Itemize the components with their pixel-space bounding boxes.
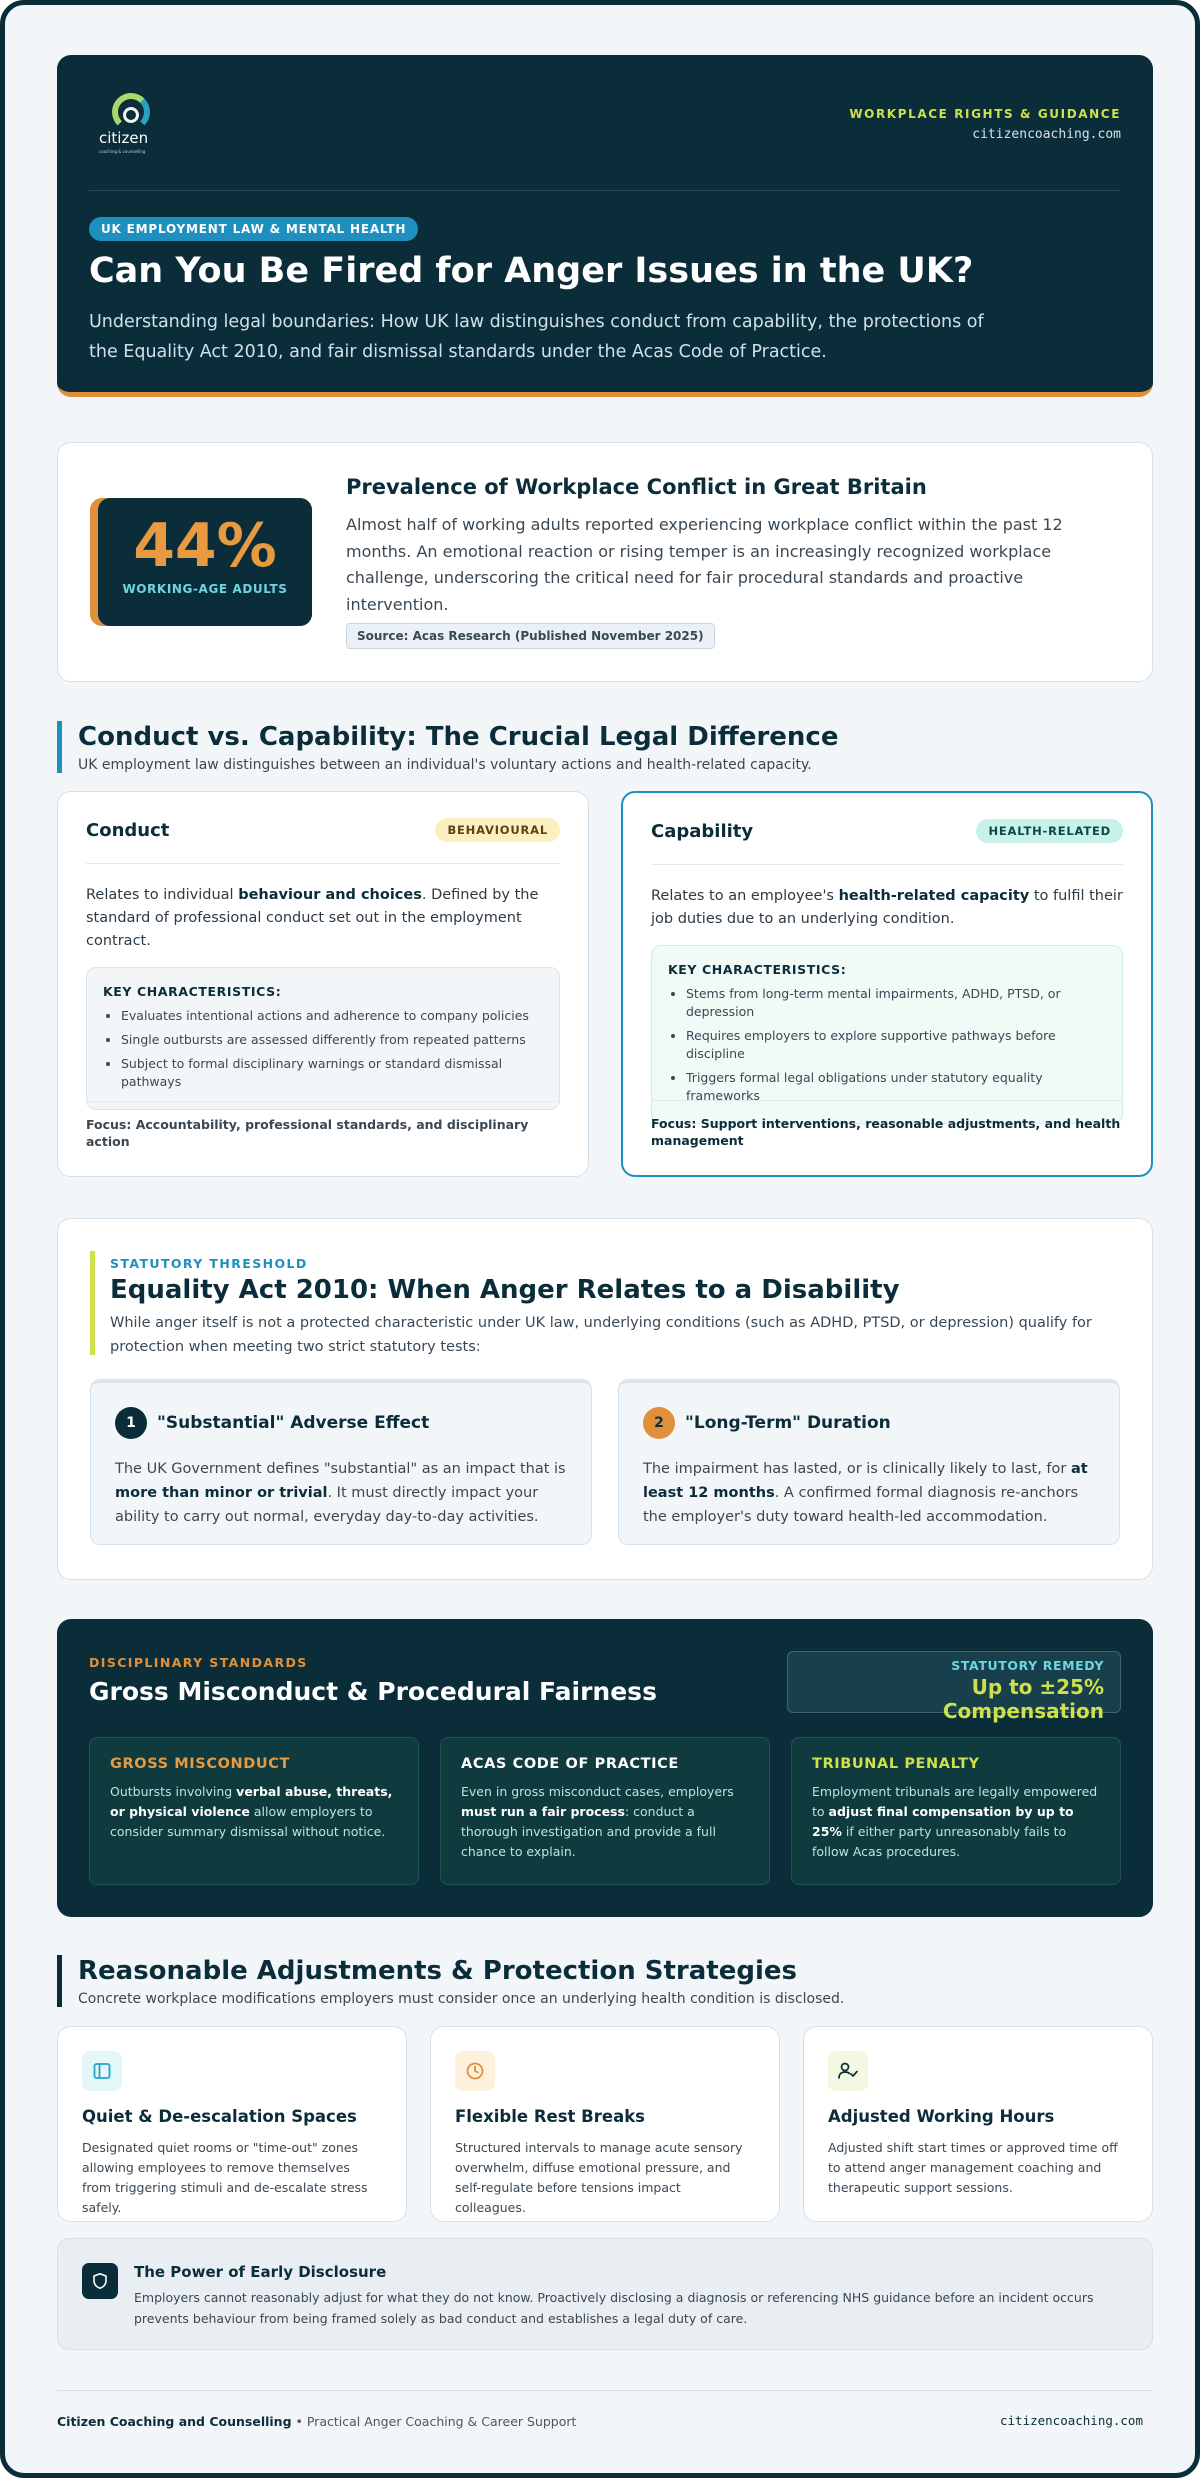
health-related-tag: HEALTH-RELATED (976, 819, 1123, 843)
brand-logo[interactable] (97, 93, 167, 159)
logo-figure-icon (123, 107, 139, 123)
card-description: Relates to an employee's health-related capacity to fulfil their job duties due to an underlying condition. (651, 888, 1123, 927)
test-text: The impairment has lasted, or is clinically likely to last, for at least 12 months. A confirmed formal diagnosis re-anchors the employer's duty toward health-led accommodation. (643, 1461, 1088, 1525)
early-disclosure-callout (57, 2238, 1153, 2350)
stat-box (98, 498, 312, 626)
source-badge: Source: Acas Research (Published November 2025) (346, 623, 715, 649)
adjustment-title: Flexible Rest Breaks (455, 2107, 645, 2126)
stat-text: Almost half of working adults reported experiencing workplace conflict within the past 12 months. An emotional reaction or rising temper is an increasingly recognized workplace challenge, underscoring the critical need for fair procedural standards and proactive intervention. (346, 515, 1063, 614)
misconduct-panel (57, 1619, 1153, 1917)
stat-card (57, 442, 1153, 682)
test-card-long-term (618, 1379, 1120, 1545)
tribunal-penalty-card (791, 1737, 1121, 1885)
section-title: Conduct vs. Capability: The Crucial Legal Difference (78, 722, 839, 752)
key-heading: KEY CHARACTERISTICS: (103, 984, 282, 999)
logo-wordmark: citizen (99, 129, 149, 147)
hero-banner (57, 55, 1153, 397)
card-title: Capability (651, 821, 754, 842)
card-text: Even in gross misconduct cases, employers must run a fair process: conduct a thorough investigation and provide a full chance to explain. (461, 1784, 734, 1859)
adjustment-title: Adjusted Working Hours (828, 2107, 1055, 2126)
callout-title: The Power of Early Disclosure (134, 2263, 387, 2281)
footer-divider (57, 2390, 1153, 2391)
step-number: 2 (643, 1407, 675, 1439)
step-number: 1 (115, 1407, 147, 1439)
card-focus: Focus: Accountability, professional standards, and disciplinary action (86, 1101, 560, 1150)
list-item: • Evaluates intentional actions and adherence to company policies (121, 1007, 543, 1025)
section-subtitle: Concrete workplace modifications employers must consider once an underlying health condition is disclosed. (78, 1991, 845, 2007)
sidebar-panel-icon (82, 2051, 122, 2091)
acas-code-card (440, 1737, 770, 1885)
capability-card (621, 791, 1153, 1177)
misconduct-kicker: DISCIPLINARY STANDARDS (89, 1655, 308, 1670)
list-item: • Triggers formal legal obligations under statutory equality frameworks (686, 1069, 1106, 1105)
equality-kicker: STATUTORY THRESHOLD (110, 1256, 308, 1271)
test-title: "Substantial" Adverse Effect (157, 1413, 430, 1433)
adjustment-card-working-hours (803, 2026, 1153, 2222)
footer-credit: Citizen Coaching and Counselling • Practical Anger Coaching & Career Support (57, 2414, 577, 2429)
user-check-icon (828, 2051, 868, 2091)
hero-site-link[interactable]: citizencoaching.com (972, 127, 1121, 142)
remedy-box (787, 1651, 1121, 1723)
card-description: Relates to individual behaviour and choices. Defined by the standard of professional conduct set out in the employment contract. (86, 887, 539, 949)
test-text: The UK Government defines "substantial" as an impact that is more than minor or trivial. It must directly impact your ability to carry out normal, everyday day-to-day activities. (115, 1461, 566, 1525)
adjustment-card-rest-breaks (430, 2026, 780, 2222)
behavioural-tag: BEHAVIOURAL (435, 818, 560, 842)
key-characteristics (651, 945, 1123, 1124)
gross-misconduct-card (89, 1737, 419, 1885)
stat-value: 44% (133, 511, 277, 581)
adjustment-text: Structured intervals to manage acute sensory overwhelm, diffuse emotional pressure, and self-regulate before tensions impact colleagues. (455, 2140, 743, 2215)
adjustments-section-heading (57, 1955, 1153, 2007)
test-card-substantial (90, 1379, 592, 1545)
card-focus: Focus: Support interventions, reasonable adjustments, and health management (651, 1100, 1123, 1149)
topic-pill: UK EMPLOYMENT LAW & MENTAL HEALTH (89, 217, 418, 241)
key-characteristics (86, 967, 560, 1110)
footer-site-link[interactable]: citizencoaching.com (1000, 2413, 1143, 2428)
hero-divider (89, 190, 1121, 191)
footer-tagline: Practical Anger Coaching & Career Support (306, 2414, 577, 2429)
card-heading: GROSS MISCONDUCT (110, 1756, 290, 1772)
stat-title: Prevalence of Workplace Conflict in Great Britain (346, 475, 927, 499)
card-heading: TRIBUNAL PENALTY (812, 1756, 980, 1772)
logo-tagline: coaching & counselling (99, 149, 146, 154)
remedy-kicker: STATUTORY REMEDY (951, 1658, 1104, 1673)
conduct-section-heading (57, 721, 1153, 773)
adjustment-card-quiet-spaces (57, 2026, 407, 2222)
adjustment-text: Designated quiet rooms or "time-out" zones allowing employees to remove themselves from triggering stimuli and de-escalate stress safely. (82, 2140, 368, 2215)
test-title: "Long-Term" Duration (685, 1413, 891, 1433)
adjustment-text: Adjusted shift start times or approved time off to attend anger management coaching and therapeutic support sessions. (828, 2140, 1118, 2195)
accent-bar (90, 1251, 95, 1355)
conduct-card (57, 791, 589, 1177)
clock-icon (455, 2051, 495, 2091)
section-title: Reasonable Adjustments & Protection Strategies (78, 1956, 797, 1986)
footer-brand: Citizen Coaching and Counselling (57, 2414, 292, 2429)
list-item: • Requires employers to explore supportive pathways before discipline (686, 1027, 1106, 1063)
list-item: • Stems from long-term mental impairments, ADHD, PTSD, or depression (686, 985, 1106, 1021)
card-heading: ACAS CODE OF PRACTICE (461, 1756, 679, 1772)
equality-text: While anger itself is not a protected characteristic under UK law, underlying conditions (such as ADHD, PTSD, or depression) qualify for protection when meeting two strict statutory tests: (110, 1315, 1092, 1355)
page-title: Can You Be Fired for Anger Issues in the UK? (89, 251, 974, 291)
adjustment-title: Quiet & De-escalation Spaces (82, 2107, 357, 2126)
card-title: Conduct (86, 820, 170, 841)
shield-icon (82, 2263, 118, 2299)
section-subtitle: UK employment law distinguishes between an individual's voluntary actions and health-related capacity. (78, 757, 812, 773)
callout-text: Employers cannot reasonably adjust for what they do not know. Proactively disclosing a diagnosis or referencing NHS guidance before an incident occurs prevents behaviour from being framed solely as bad conduct and establishes a legal duty of care. (134, 2290, 1094, 2326)
page-subtitle: Understanding legal boundaries: How UK law distinguishes conduct from capability, the protections of the Equality Act 2010, and fair dismissal standards under the Acas Code of Practice. (89, 312, 984, 362)
card-text: Employment tribunals are legally empowered to adjust final compensation by up to 25% if either party unreasonably fails to follow Acas procedures. (812, 1784, 1098, 1859)
equality-act-card (57, 1218, 1153, 1580)
key-heading: KEY CHARACTERISTICS: (668, 962, 847, 977)
card-text: Outbursts involving verbal abuse, threats, or physical violence allow employers to consider summary dismissal without notice. (110, 1784, 393, 1839)
list-item: • Subject to formal disciplinary warnings or standard dismissal pathways (121, 1055, 543, 1091)
hero-kicker: WORKPLACE RIGHTS & GUIDANCE (849, 107, 1121, 121)
stat-label: WORKING-AGE ADULTS (122, 582, 288, 596)
misconduct-title: Gross Misconduct & Procedural Fairness (89, 1677, 657, 1706)
list-item: • Single outbursts are assessed differently from repeated patterns (121, 1031, 543, 1049)
remedy-value: Up to ±25% Compensation (942, 1675, 1104, 1723)
equality-title: Equality Act 2010: When Anger Relates to a Disability (110, 1275, 900, 1305)
